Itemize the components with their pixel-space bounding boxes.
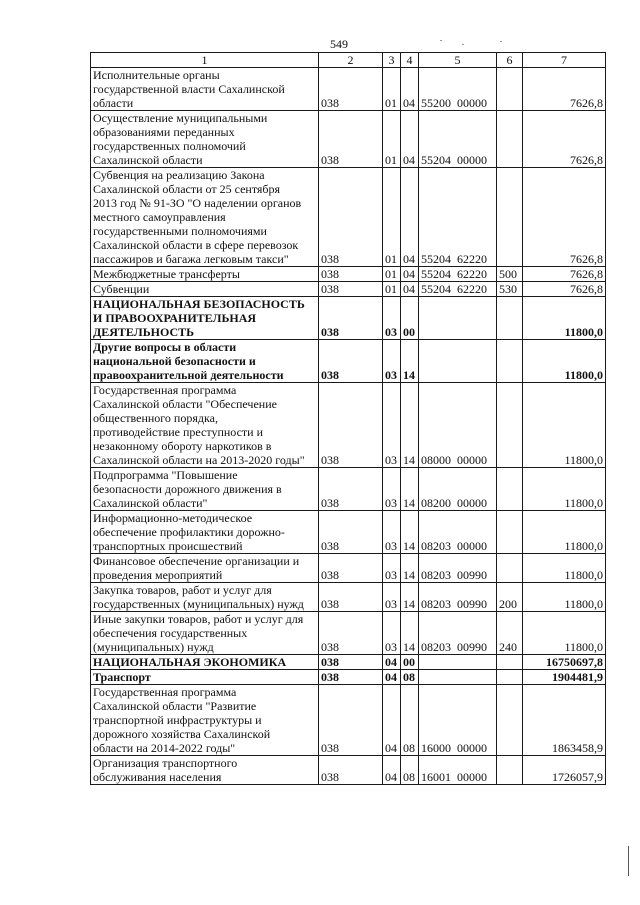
target-article-cell: 08203 00990 xyxy=(419,583,497,612)
item-name-line: Сахалинской области "Развитие xyxy=(93,699,257,713)
item-name-line: Сахалинской области" xyxy=(93,496,208,510)
item-name-line: незаконному обороту наркотиков в xyxy=(93,439,272,453)
item-name-cell xyxy=(91,340,319,383)
amount-cell: 7626,8 xyxy=(523,111,606,168)
scan-speck xyxy=(628,846,629,876)
expense-type-cell xyxy=(497,168,523,267)
admin-code-cell: 038 xyxy=(319,383,383,468)
scan-speck xyxy=(500,41,502,42)
item-name-cell xyxy=(91,168,319,267)
admin-code-cell: 038 xyxy=(319,340,383,383)
subsection-code-cell: 14 xyxy=(401,340,419,383)
item-name-line: (муниципальных) нужд xyxy=(93,640,214,654)
amount-cell: 16750697,8 xyxy=(523,655,606,670)
budget-table xyxy=(90,52,606,785)
column-header: 4 xyxy=(401,53,419,68)
target-article-cell xyxy=(419,340,497,383)
item-name-line: области xyxy=(93,96,134,110)
target-article-cell: 08200 00000 xyxy=(419,468,497,511)
subsection-code-cell: 14 xyxy=(401,511,419,554)
item-name-line: Информационно-методическое xyxy=(93,511,253,525)
amount-cell: 1726057,9 xyxy=(523,756,606,785)
item-name-line: проведения мероприятий xyxy=(93,568,223,582)
subsection-code-cell: 00 xyxy=(401,297,419,340)
item-name-line: области на 2014-2022 годы" xyxy=(93,741,236,755)
admin-code-cell: 038 xyxy=(319,511,383,554)
item-name-cell xyxy=(91,670,319,685)
column-header: 3 xyxy=(383,53,401,68)
section-code-cell: 04 xyxy=(383,655,401,670)
expense-type-cell xyxy=(497,756,523,785)
amount-cell: 7626,8 xyxy=(523,267,606,282)
item-name-cell xyxy=(91,655,319,670)
item-name-line: пассажиров и багажа легковым такси" xyxy=(93,252,289,266)
section-code-cell: 03 xyxy=(383,468,401,511)
item-name-line: 2013 год № 91-ЗО "О наделении органов xyxy=(93,196,302,210)
target-article-cell: 55204 00000 xyxy=(419,111,497,168)
item-name-line: образованиями переданных xyxy=(93,125,235,139)
item-name-line: общественного порядка, xyxy=(93,411,218,425)
section-code-cell: 01 xyxy=(383,68,401,111)
amount-cell: 7626,8 xyxy=(523,282,606,297)
admin-code-cell: 038 xyxy=(319,670,383,685)
table-row xyxy=(91,583,606,612)
item-name-line: государственной власти Сахалинской xyxy=(93,82,285,96)
item-name-line: обеспечение профилактики дорожно- xyxy=(93,525,285,539)
item-name-line: Государственная программа xyxy=(93,383,237,397)
item-name-line: И ПРАВООХРАНИТЕЛЬНАЯ xyxy=(93,311,257,325)
item-name-cell xyxy=(91,612,319,655)
item-name-line: Исполнительные органы xyxy=(93,68,220,82)
subsection-code-cell: 14 xyxy=(401,583,419,612)
subsection-code-cell: 14 xyxy=(401,383,419,468)
table-row xyxy=(91,685,606,756)
amount-cell: 11800,0 xyxy=(523,511,606,554)
item-name-line: национальной безопасности и xyxy=(93,354,256,368)
subsection-code-cell: 08 xyxy=(401,685,419,756)
table-header-row xyxy=(91,53,606,68)
subsection-code-cell: 14 xyxy=(401,554,419,583)
section-code-cell: 04 xyxy=(383,670,401,685)
section-code-cell: 01 xyxy=(383,282,401,297)
item-name-cell xyxy=(91,511,319,554)
section-code-cell: 03 xyxy=(383,612,401,655)
subsection-code-cell: 04 xyxy=(401,111,419,168)
admin-code-cell: 038 xyxy=(319,583,383,612)
table-row xyxy=(91,68,606,111)
item-name-cell xyxy=(91,68,319,111)
subsection-code-cell: 04 xyxy=(401,168,419,267)
section-code-cell: 03 xyxy=(383,583,401,612)
section-code-cell: 04 xyxy=(383,685,401,756)
admin-code-cell: 038 xyxy=(319,756,383,785)
section-code-cell: 03 xyxy=(383,297,401,340)
item-name-cell xyxy=(91,468,319,511)
item-name-cell xyxy=(91,554,319,583)
scan-speck xyxy=(462,44,464,45)
expense-type-cell xyxy=(497,340,523,383)
amount-cell: 11800,0 xyxy=(523,340,606,383)
table-row xyxy=(91,297,606,340)
admin-code-cell: 038 xyxy=(319,468,383,511)
target-article-cell: 55204 62220 xyxy=(419,168,497,267)
expense-type-cell xyxy=(497,111,523,168)
section-code-cell: 01 xyxy=(383,267,401,282)
section-code-cell: 03 xyxy=(383,511,401,554)
expense-type-cell xyxy=(497,297,523,340)
admin-code-cell: 038 xyxy=(319,655,383,670)
subsection-code-cell: 14 xyxy=(401,612,419,655)
table-row xyxy=(91,655,606,670)
column-header: 7 xyxy=(523,53,606,68)
target-article-cell: 16000 00000 xyxy=(419,685,497,756)
item-name-line: Сахалинской области на 2013-2020 годы" xyxy=(93,453,305,467)
item-name-cell xyxy=(91,267,319,282)
target-article-cell: 16001 00000 xyxy=(419,756,497,785)
section-code-cell: 01 xyxy=(383,168,401,267)
target-article-cell: 55204 62220 xyxy=(419,267,497,282)
item-name-line: Осуществление муниципальными xyxy=(93,111,268,125)
item-name-cell xyxy=(91,297,319,340)
page-number: 549 xyxy=(330,37,348,51)
admin-code-cell: 038 xyxy=(319,685,383,756)
column-header: 6 xyxy=(497,53,523,68)
item-name-line: противодействие преступности и xyxy=(93,425,264,439)
subsection-code-cell: 08 xyxy=(401,670,419,685)
target-article-cell xyxy=(419,297,497,340)
item-name-line: Субвенции xyxy=(93,282,150,296)
subsection-code-cell: 04 xyxy=(401,282,419,297)
subsection-code-cell: 14 xyxy=(401,468,419,511)
target-article-cell: 55204 62220 xyxy=(419,282,497,297)
expense-type-cell xyxy=(497,511,523,554)
subsection-code-cell: 08 xyxy=(401,756,419,785)
item-name-line: обеспечения государственных xyxy=(93,626,248,640)
expense-type-cell xyxy=(497,655,523,670)
item-name-line: Сахалинской области от 25 сентября xyxy=(93,182,281,196)
amount-cell: 1904481,9 xyxy=(523,670,606,685)
subsection-code-cell: 00 xyxy=(401,655,419,670)
table-row xyxy=(91,282,606,297)
item-name-line: ДЕЯТЕЛЬНОСТЬ xyxy=(93,325,195,339)
amount-cell: 1863458,9 xyxy=(523,685,606,756)
target-article-cell: 55200 00000 xyxy=(419,68,497,111)
admin-code-cell: 038 xyxy=(319,612,383,655)
column-header: 5 xyxy=(419,53,497,68)
amount-cell: 11800,0 xyxy=(523,612,606,655)
item-name-line: Субвенция на реализацию Закона xyxy=(93,168,265,182)
item-name-line: государственными полномочиями xyxy=(93,224,267,238)
table-row xyxy=(91,511,606,554)
item-name-line: государственных полномочий xyxy=(93,139,246,153)
section-code-cell: 01 xyxy=(383,111,401,168)
target-article-cell: 08203 00000 xyxy=(419,511,497,554)
item-name-line: Закупка товаров, работ и услуг для xyxy=(93,583,272,597)
admin-code-cell: 038 xyxy=(319,111,383,168)
item-name-line: дорожного хозяйства Сахалинской xyxy=(93,727,271,741)
table-row xyxy=(91,612,606,655)
expense-type-cell xyxy=(497,468,523,511)
column-header: 1 xyxy=(91,53,319,68)
section-code-cell: 03 xyxy=(383,340,401,383)
table-row xyxy=(91,267,606,282)
item-name-cell xyxy=(91,685,319,756)
expense-type-cell: 200 xyxy=(497,583,523,612)
table-row xyxy=(91,468,606,511)
item-name-line: Финансовое обеспечение организации и xyxy=(93,554,300,568)
admin-code-cell: 038 xyxy=(319,267,383,282)
table-row xyxy=(91,168,606,267)
item-name-line: Государственная программа xyxy=(93,685,237,699)
subsection-code-cell: 04 xyxy=(401,267,419,282)
item-name-line: безопасности дорожного движения в xyxy=(93,482,282,496)
amount-cell: 11800,0 xyxy=(523,297,606,340)
admin-code-cell: 038 xyxy=(319,297,383,340)
item-name-line: Сахалинской области xyxy=(93,153,203,167)
expense-type-cell xyxy=(497,670,523,685)
item-name-cell xyxy=(91,282,319,297)
item-name-cell xyxy=(91,583,319,612)
amount-cell: 7626,8 xyxy=(523,68,606,111)
admin-code-cell: 038 xyxy=(319,68,383,111)
admin-code-cell: 038 xyxy=(319,282,383,297)
expense-type-cell xyxy=(497,554,523,583)
item-name-line: местного самоуправления xyxy=(93,210,226,224)
item-name-cell xyxy=(91,383,319,468)
item-name-line: Межбюджетные трансферты xyxy=(93,267,240,281)
item-name-line: Подпрограмма "Повышение xyxy=(93,468,238,482)
column-header: 2 xyxy=(319,53,383,68)
item-name-line: Организация транспортного xyxy=(93,756,238,770)
expense-type-cell: 500 xyxy=(497,267,523,282)
expense-type-cell xyxy=(497,383,523,468)
expense-type-cell: 240 xyxy=(497,612,523,655)
item-name-line: Иные закупки товаров, работ и услуг для xyxy=(93,612,304,626)
amount-cell: 11800,0 xyxy=(523,383,606,468)
scan-speck xyxy=(440,40,442,41)
target-article-cell: 08203 00990 xyxy=(419,612,497,655)
amount-cell: 7626,8 xyxy=(523,168,606,267)
amount-cell: 11800,0 xyxy=(523,468,606,511)
expense-type-cell xyxy=(497,685,523,756)
target-article-cell xyxy=(419,655,497,670)
expense-type-cell: 530 xyxy=(497,282,523,297)
admin-code-cell: 038 xyxy=(319,168,383,267)
item-name-line: Сахалинской области в сфере перевозок xyxy=(93,238,299,252)
item-name-line: Транспорт xyxy=(93,670,151,684)
section-code-cell: 03 xyxy=(383,554,401,583)
section-code-cell: 03 xyxy=(383,383,401,468)
item-name-line: транспортной инфраструктуры и xyxy=(93,713,262,727)
section-code-cell: 04 xyxy=(383,756,401,785)
item-name-line: правоохранительной деятельности xyxy=(93,368,284,382)
item-name-line: государственных (муниципальных) нужд xyxy=(93,597,304,611)
table-row xyxy=(91,756,606,785)
item-name-line: НАЦИОНАЛЬНАЯ БЕЗОПАСНОСТЬ xyxy=(93,297,305,311)
admin-code-cell: 038 xyxy=(319,554,383,583)
item-name-cell xyxy=(91,756,319,785)
item-name-line: Сахалинской области "Обеспечение xyxy=(93,397,277,411)
target-article-cell: 08203 00990 xyxy=(419,554,497,583)
item-name-line: обслуживания населения xyxy=(93,770,222,784)
table-row xyxy=(91,111,606,168)
table-row xyxy=(91,340,606,383)
table-row xyxy=(91,670,606,685)
item-name-line: транспортных происшествий xyxy=(93,539,243,553)
item-name-line: НАЦИОНАЛЬНАЯ ЭКОНОМИКА xyxy=(93,655,287,669)
amount-cell: 11800,0 xyxy=(523,583,606,612)
table-row xyxy=(91,383,606,468)
subsection-code-cell: 04 xyxy=(401,68,419,111)
amount-cell: 11800,0 xyxy=(523,554,606,583)
table-row xyxy=(91,554,606,583)
item-name-cell xyxy=(91,111,319,168)
target-article-cell: 08000 00000 xyxy=(419,383,497,468)
expense-type-cell xyxy=(497,68,523,111)
target-article-cell xyxy=(419,670,497,685)
item-name-line: Другие вопросы в области xyxy=(93,340,237,354)
